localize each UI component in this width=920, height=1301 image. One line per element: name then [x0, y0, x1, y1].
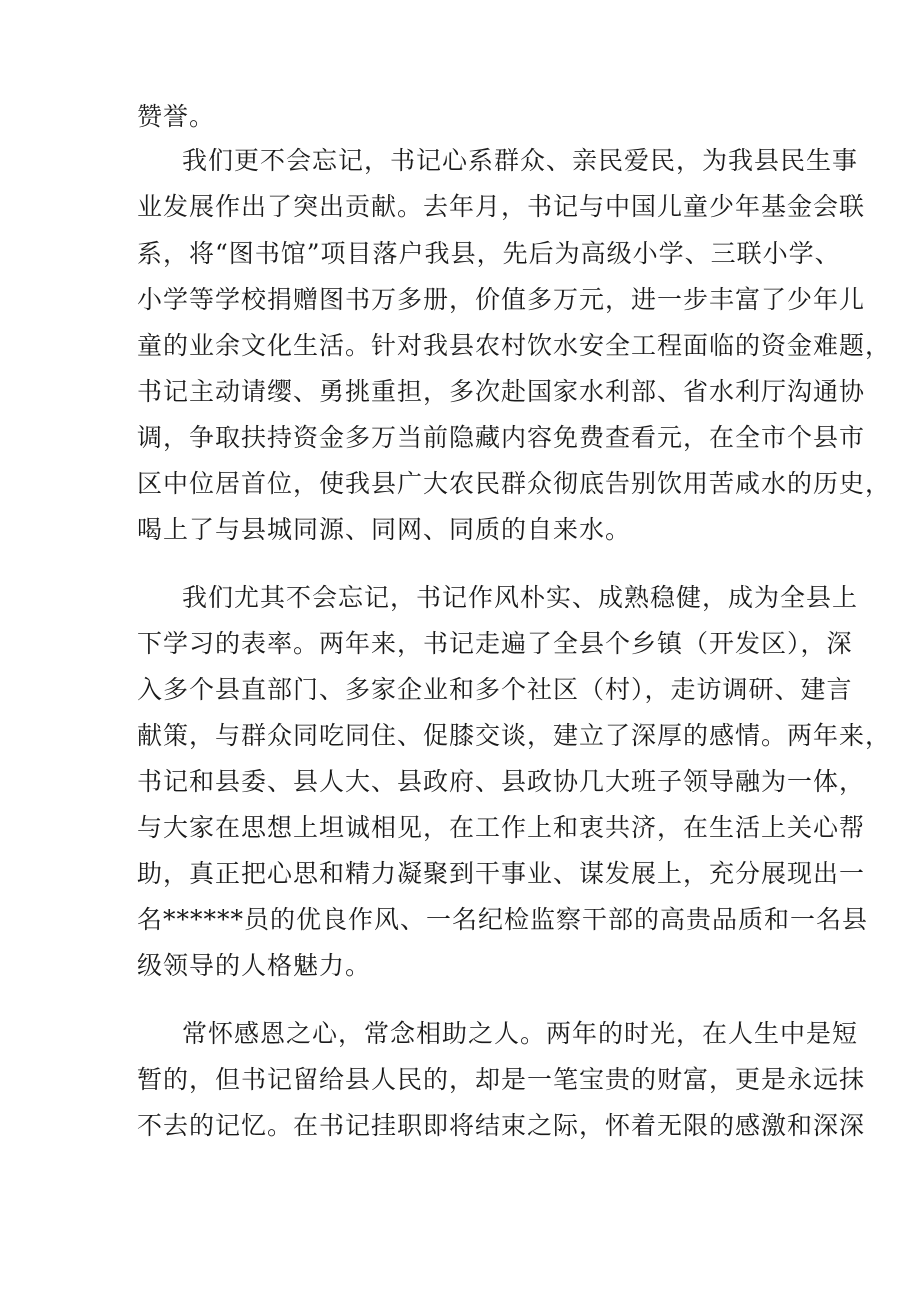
paragraph-line: 书记和县委、县人大、县政府、县政协几大班子领导融为一体， [137, 767, 866, 796]
paragraph-line: 小学等学校捐赠图书万多册，价值多万元，进一步丰富了少年儿 [137, 285, 866, 314]
paragraph-line: 业发展作出了突出贡献。去年月，书记与中国儿童少年基金会联 [137, 192, 866, 221]
paragraph-line: 我们更不会忘记，书记心系群众、亲民爱民，为我县民生事 [182, 146, 859, 175]
paragraph-line: 与大家在思想上坦诚相见，在工作上和衷共济，在生活上关心帮 [137, 813, 866, 842]
paragraph-line: 书记主动请缨、勇挑重担，多次赴国家水利部、省水利厅沟通协 [137, 377, 866, 406]
paragraph-line: 赞誉。 [137, 102, 216, 131]
paragraph-line: 暂的，但书记留给县人民的，却是一笔宝贵的财富，更是永远抹 [137, 1065, 866, 1094]
paragraph-line: 献策，与群众同吃同住、促膝交谈，建立了深厚的感情。两年来， [137, 721, 892, 750]
paragraph-line: 调，争取扶持资金多万当前隐藏内容免费查看元，在全市个县市 [137, 423, 866, 452]
paragraph-line: 系，将“图书馆”项目落户我县，先后为高级小学、三联小学、 [137, 239, 841, 268]
paragraph-line: 常怀感恩之心，常念相助之人。两年的时光，在人生中是短 [182, 1019, 859, 1048]
paragraph-line: 名******员的优良作风、一名纪检监察干部的高贵品质和一名县 [137, 905, 869, 934]
paragraph-line: 我们尤其不会忘记，书记作风朴实、成熟稳健，成为全县上 [182, 583, 859, 612]
paragraph-line: 入多个县直部门、多家企业和多个社区（村），走访调研、建言 [137, 675, 853, 704]
paragraph-line: 下学习的表率。两年来，书记走遍了全县个乡镇（开发区），深 [137, 629, 853, 658]
paragraph-line: 不去的记忆。在书记挂职即将结束之际，怀着无限的感激和深深 [137, 1111, 866, 1140]
paragraph-line: 童的业余文化生活。针对我县农村饮水安全工程面临的资金难题， [137, 331, 892, 360]
paragraph-line: 助，真正把心思和精力凝聚到干事业、谋发展上，充分展现出一 [137, 859, 866, 888]
paragraph-line: 喝上了与县城同源、同网、同质的自来水。 [137, 515, 632, 544]
paragraph-line: 级领导的人格魅力。 [137, 951, 372, 980]
paragraph-line: 区中位居首位，使我县广大农民群众彻底告别饮用苦咸水的历史， [137, 469, 892, 498]
